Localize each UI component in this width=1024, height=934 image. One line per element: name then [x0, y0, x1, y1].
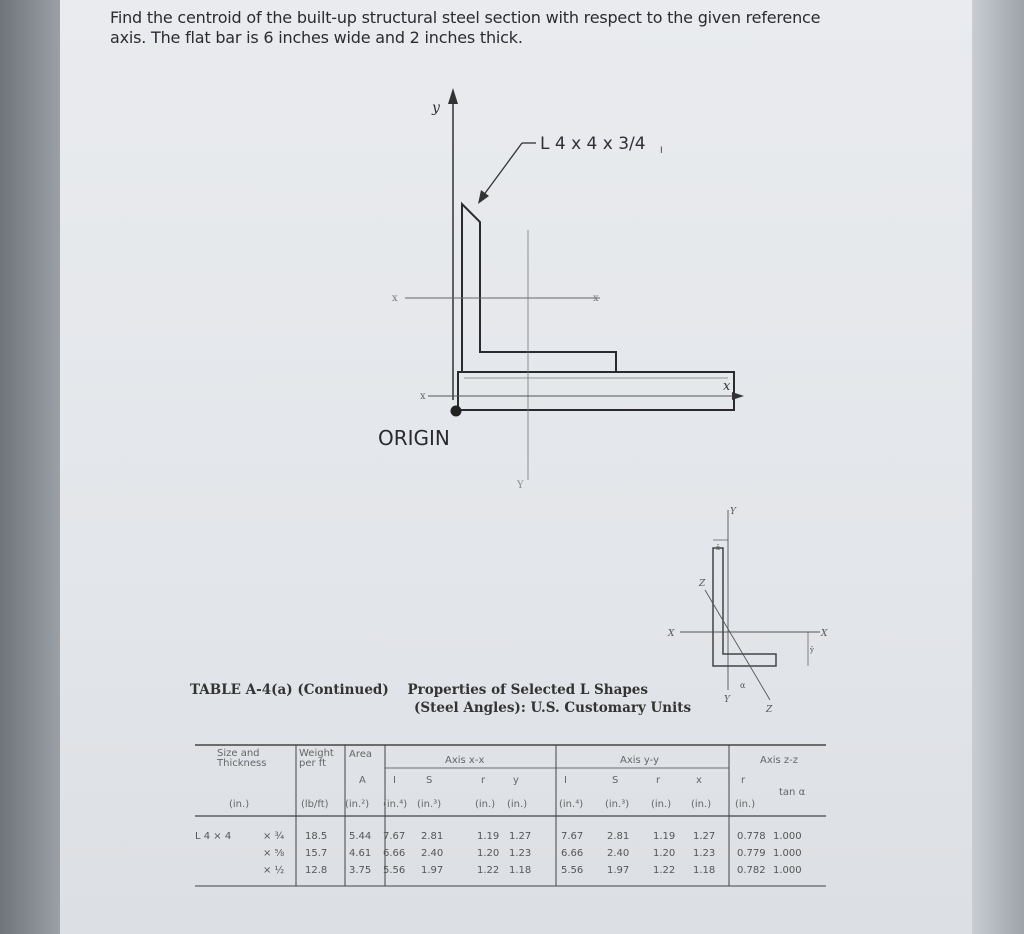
table-cell: 1.19 [477, 831, 500, 842]
sub-tan-alpha: tan α [779, 787, 806, 798]
angle-x-left-label: x [392, 293, 398, 304]
table-cell: 2.81 [607, 831, 630, 842]
steel-angle [462, 204, 616, 372]
unit-rz: (in.) [735, 799, 756, 810]
inset-angle-diagram [667, 507, 828, 715]
table-cell: 1.22 [653, 865, 676, 876]
sub-ry: r [656, 775, 661, 786]
inset-y-top: Y [730, 507, 736, 517]
inset-x-left: X [668, 629, 675, 639]
table-cell: 1.000 [773, 831, 802, 842]
sub-rz: r [741, 775, 746, 786]
angle-y-bottom-label: Y [517, 480, 524, 491]
table-cell: 1.97 [421, 865, 444, 876]
origin-point [451, 406, 462, 417]
table-cell: 15.7 [305, 848, 328, 859]
leader-line-diag [483, 143, 522, 196]
unit-Ix: (in.⁴) [383, 799, 408, 810]
y-axis-label: y [432, 100, 440, 116]
origin-label: ORIGIN [378, 426, 450, 450]
sub-Sx: S [426, 775, 433, 786]
table-heading: Properties of Selected L Shapes [407, 682, 648, 698]
inset-ybar: ȳ [810, 646, 814, 654]
sub-A: A [359, 775, 366, 786]
table-cell: 7.67 [383, 831, 406, 842]
inset-z-top: Z [699, 579, 706, 589]
sub-x: x [696, 775, 702, 786]
table-cell: 1.000 [773, 865, 802, 876]
table-number: TABLE A-4(a) (Continued) [190, 682, 389, 698]
header-axis-zz: Axis z-z [760, 755, 799, 766]
table-cell: 0.782 [737, 865, 766, 876]
unit-y: (in.) [507, 799, 528, 810]
table-subheading: (Steel Angles): U.S. Customary Units [414, 700, 692, 716]
problem-line-2: axis. The flat bar is 6 inches wide and 2 inches thick. [110, 28, 523, 47]
thickness-3: × ½ [263, 865, 285, 876]
table-cell: 5.44 [349, 831, 372, 842]
unit-size: (in.) [229, 799, 250, 810]
header-weight: Weight per ft [299, 748, 334, 769]
table-cell: 12.8 [305, 865, 328, 876]
table-cell: 18.5 [305, 831, 328, 842]
header-area: Area [349, 749, 373, 760]
unit-Iy: (in.⁴) [559, 799, 584, 810]
inset-xbar: x̄ [716, 544, 720, 552]
table-cell: 2.40 [607, 848, 630, 859]
table-cell: 1.20 [477, 848, 500, 859]
table-cell: 1.18 [693, 865, 716, 876]
unit-ry: (in.) [651, 799, 672, 810]
inset-y-bottom: Y [724, 695, 730, 705]
unit-area: (in.²) [345, 799, 370, 810]
table-cell: 2.81 [421, 831, 444, 842]
sub-y: y [513, 775, 519, 786]
table-cell: 1.97 [607, 865, 630, 876]
table-cell: 5.56 [561, 865, 584, 876]
table-cell: 0.778 [737, 831, 766, 842]
y-axis-arrow [448, 88, 458, 104]
table-cell: 6.66 [383, 848, 406, 859]
angle-x-right-label: x [593, 293, 599, 304]
table-cell: 1.20 [653, 848, 676, 859]
table-cell: 6.66 [561, 848, 584, 859]
table-cell: 3.75 [349, 865, 372, 876]
leader-arrow [478, 190, 489, 204]
problem-line-1: Find the centroid of the built-up structural steel section with respect to the given reference [110, 8, 821, 27]
properties-table [195, 745, 827, 890]
header-axis-yy: Axis y-y [620, 755, 660, 766]
table-cell: 2.40 [421, 848, 444, 859]
bar-x-left-label: x [420, 391, 426, 402]
unit-x: (in.) [691, 799, 712, 810]
unit-Sy: (in.³) [605, 799, 630, 810]
table-cell: 7.67 [561, 831, 584, 842]
table-cell: 0.779 [737, 848, 766, 859]
table-cell: 1.23 [509, 848, 532, 859]
inset-x-right: X [821, 629, 828, 639]
x-axis-label: x [723, 379, 731, 394]
table-caption [190, 682, 692, 716]
table-cell: 1.23 [693, 848, 716, 859]
table-cell: 4.61 [349, 848, 372, 859]
table-cell: 1.19 [653, 831, 676, 842]
sub-Iy: I [564, 775, 567, 786]
table-cell: 1.000 [773, 848, 802, 859]
inset-alpha: α [740, 681, 746, 690]
cursor-mark: I [660, 146, 663, 156]
table-cell: 1.18 [509, 865, 532, 876]
unit-rx: (in.) [475, 799, 496, 810]
angle-designation-label: L 4 x 4 x 3/4 [540, 134, 646, 154]
x-axis-arrow [732, 392, 744, 400]
sub-Sy: S [612, 775, 619, 786]
unit-weight: (lb/ft) [301, 799, 329, 810]
thickness-1: × ¾ [263, 831, 285, 842]
unit-Sx: (in.³) [417, 799, 442, 810]
table-cell: 1.27 [509, 831, 532, 842]
sub-rx: r [481, 775, 486, 786]
header-axis-xx: Axis x-x [445, 755, 485, 766]
sub-Ix: I [393, 775, 396, 786]
table-cell: 5.56 [383, 865, 406, 876]
table-cell: 1.22 [477, 865, 500, 876]
table-cell: 1.27 [693, 831, 716, 842]
size-designation: L 4 × 4 [195, 831, 232, 842]
inset-z-bottom: Z [766, 705, 773, 715]
header-size: Size and Thickness [217, 748, 267, 769]
thickness-2: × ⅝ [263, 848, 285, 859]
